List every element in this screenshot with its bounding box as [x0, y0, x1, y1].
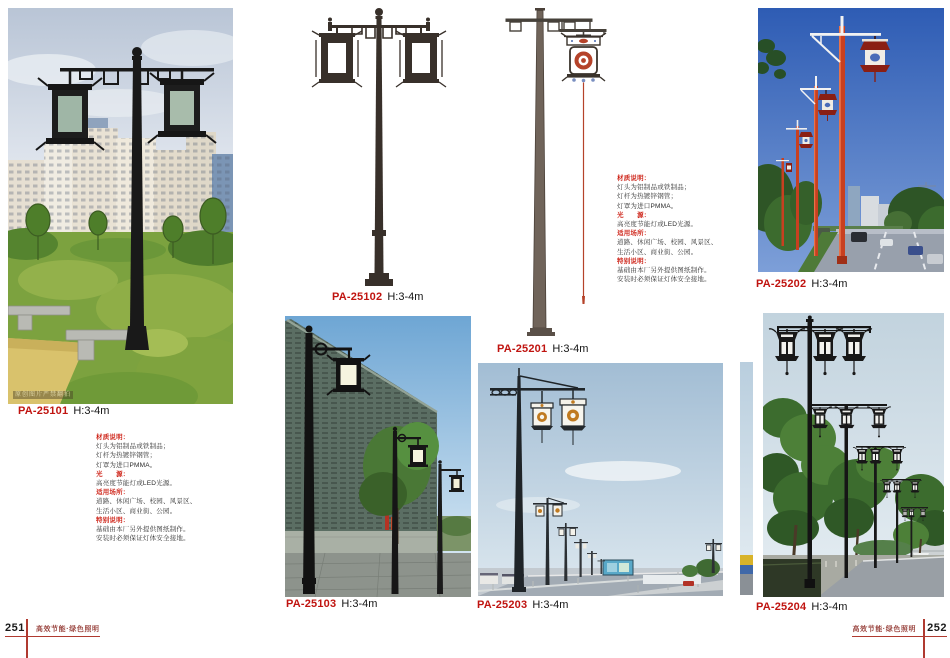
footer-left [5, 622, 100, 637]
spec-line: 灯头为铝制品或铁制品； [617, 184, 691, 192]
product-height: H:3-4m [811, 601, 848, 613]
photo-strip-sky-illustration [740, 362, 753, 595]
spec-line: 灯杆为热镀锌钢管； [617, 193, 678, 201]
tree-lined-lamp-row-illustration [763, 313, 944, 597]
red-pole-street-scene-illustration [758, 8, 944, 272]
spec-heading: 适用场所： [96, 489, 130, 497]
product-height: H:3-4m [73, 405, 110, 417]
product-height: H:3-4m [532, 599, 569, 611]
spec-heading: 材质说明： [96, 434, 130, 441]
spec-heading: 材质说明： [617, 175, 651, 182]
park-lamp-scene-illustration [8, 8, 233, 404]
drawing-pa25201 [488, 8, 650, 338]
photo-strip [740, 362, 753, 595]
spec-line: 安装时必须保证灯体安全接地。 [617, 276, 711, 284]
spec-line: 生活小区、商业街、公园。 [96, 507, 177, 515]
footer-slogan-right: 高效节能·绿色照明 [852, 626, 917, 633]
spec-line: 安装时必须保证灯体安全接地。 [96, 535, 190, 543]
label-pa25103 [286, 598, 377, 610]
footer-right [852, 622, 947, 637]
highway-lamp-scene-illustration [478, 363, 723, 596]
product-code: PA-25103 [286, 598, 337, 610]
product-height: H:3-4m [341, 598, 378, 610]
label-pa25202 [756, 278, 847, 290]
product-code: PA-25201 [497, 343, 548, 355]
label-pa25203 [477, 599, 568, 611]
spec-line: 灯头为铝制品或铁制品； [96, 443, 170, 451]
spec-line: 基础由本厂另外提供图纸制作。 [96, 526, 190, 534]
drawing-right-lantern [396, 31, 446, 87]
spec-heading: 特别说明： [96, 516, 130, 524]
city-wall-lamp-scene-illustration [285, 316, 471, 597]
spec-line: 高亮度节能灯或LED光源。 [617, 221, 698, 229]
footer-divider-left [26, 619, 28, 658]
label-pa25201 [497, 343, 588, 355]
photo-pa25203 [478, 363, 723, 596]
spec-block-right [617, 174, 749, 284]
spec-line: 灯罩为进口PMMA。 [617, 202, 678, 210]
footer-divider-right [923, 619, 925, 658]
photo-watermark: 原创图片严禁翻拍 [15, 392, 72, 398]
spec-line: 道路、休闲广场、校园、风景区、 [96, 498, 197, 506]
footer-slogan-left: 高效节能·绿色照明 [35, 626, 100, 633]
photo-pa25202 [758, 8, 944, 272]
spec-line: 生活小区、商业街、公园。 [617, 248, 698, 256]
product-height: H:3-4m [387, 291, 424, 303]
spec-line: 灯杆为热镀锌钢管； [96, 452, 157, 460]
spec-heading: 光 源： [617, 211, 651, 219]
spec-heading: 适用场所： [617, 230, 651, 238]
photo-pa25103 [285, 316, 471, 597]
drawing-pa25102 [300, 5, 470, 288]
product-height: H:3-4m [552, 343, 589, 355]
label-pa25204 [756, 601, 847, 613]
product-code: PA-25102 [332, 291, 383, 303]
photo-pa25204 [763, 313, 944, 597]
spec-block-left [96, 433, 228, 543]
page-number-right: 252 [927, 622, 947, 634]
spec-heading: 特别说明： [617, 257, 651, 265]
spec-line: 基础由本厂另外提供图纸制作。 [617, 267, 711, 275]
single-lantern-lamp-drawing [488, 8, 650, 338]
spec-heading: 光 源： [96, 470, 130, 478]
photo-pa25101 [8, 8, 233, 404]
product-code: PA-25101 [18, 405, 69, 417]
product-height: H:3-4m [811, 278, 848, 290]
spec-line: 道路、休闲广场、校园、风景区、 [617, 239, 718, 247]
spec-line: 灯罩为进口PMMA。 [96, 461, 157, 469]
product-code: PA-25203 [477, 599, 528, 611]
spec-line: 高亮度节能灯或LED光源。 [96, 480, 177, 488]
double-arm-lamp-drawing [300, 5, 470, 288]
drawing-left-lantern [312, 31, 362, 87]
product-code: PA-25202 [756, 278, 807, 290]
page-number-left: 251 [5, 622, 25, 634]
label-pa25101 [18, 405, 109, 417]
product-code: PA-25204 [756, 601, 807, 613]
label-pa25102 [332, 291, 423, 303]
